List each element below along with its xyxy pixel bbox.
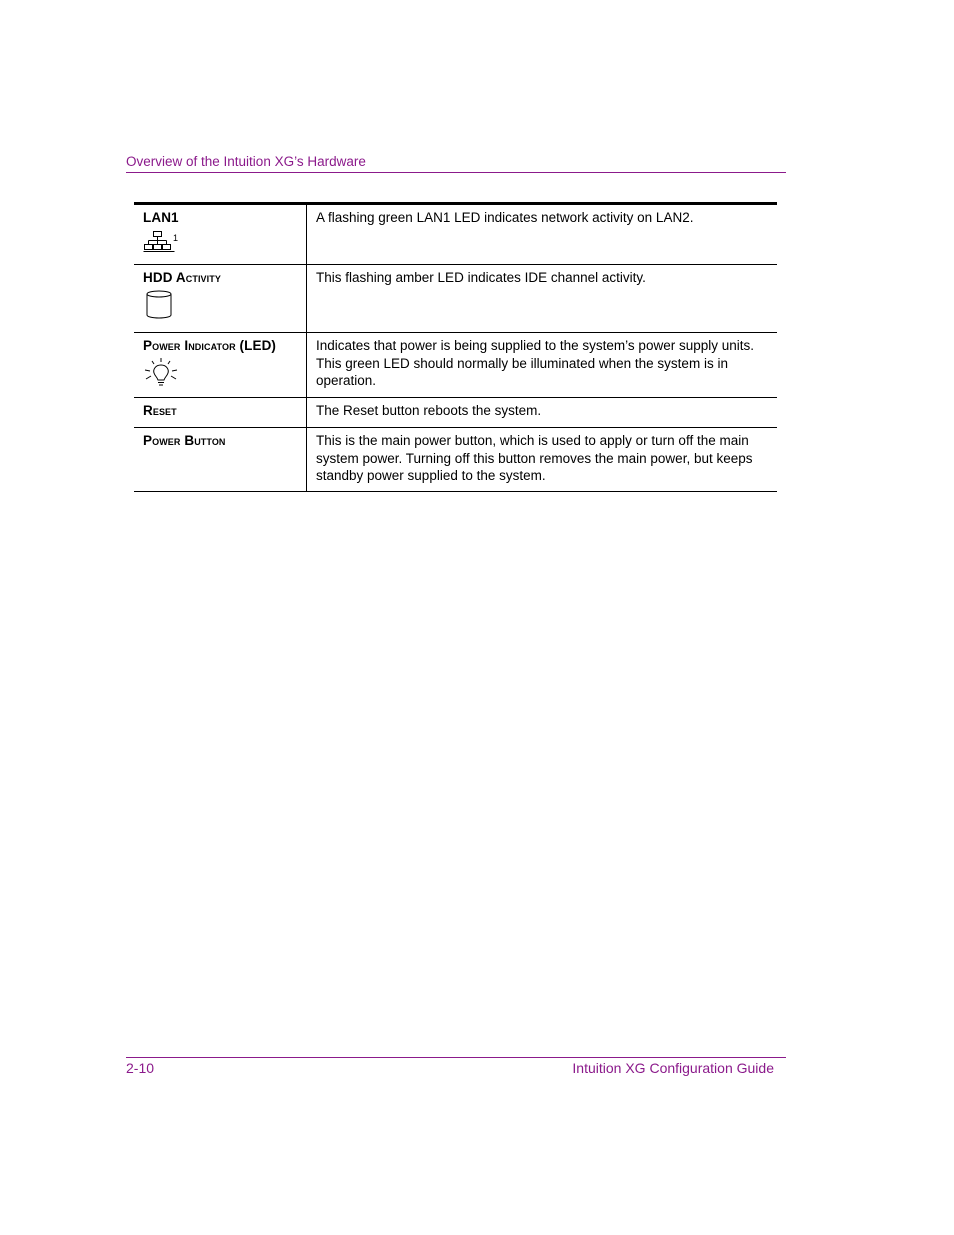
description-cell: A flashing green LAN1 LED indicates network activity on LAN2. [316,210,694,225]
label-cell [134,398,307,428]
label-cell [134,428,307,492]
label-cell [134,333,307,398]
description-cell: This is the main power button, which is used to apply or turn off the main system power. Turning off this button removes the main power, but keeps standby power supplied to the system. [316,433,753,483]
row-label: HDD Activity [143,270,221,285]
header-rule [126,172,786,173]
row-label: LAN1 [143,210,179,225]
row-label: Power Indicator (LED) [143,338,277,353]
table-row [134,428,777,492]
description-cell: Indicates that power is being supplied to the system’s power supply units. This green LED should normally be illuminated when the system is in operation. [316,338,754,388]
label-cell [134,265,307,333]
table-row [134,265,777,333]
table-row [134,204,777,265]
description-cell: This flashing amber LED indicates IDE channel activity. [316,270,646,285]
network-icon [143,229,183,255]
led-indicator-table [134,202,777,492]
table-row [134,398,777,428]
light-bulb-icon [143,357,179,389]
table-row [134,333,777,398]
hard-disk-icon [143,289,175,321]
guide-title: Intuition XG Configuration Guide [572,1060,774,1076]
page-number: 2-10 [126,1060,155,1076]
lan-number: 1 [173,232,179,243]
row-label: Reset [143,403,177,418]
description-cell: The Reset button reboots the system. [316,403,542,418]
row-label: Power Button [143,433,226,448]
running-header: Overview of the Intuition XG’s Hardware [126,154,366,169]
footer-rule [126,1057,786,1058]
label-cell [134,204,307,265]
